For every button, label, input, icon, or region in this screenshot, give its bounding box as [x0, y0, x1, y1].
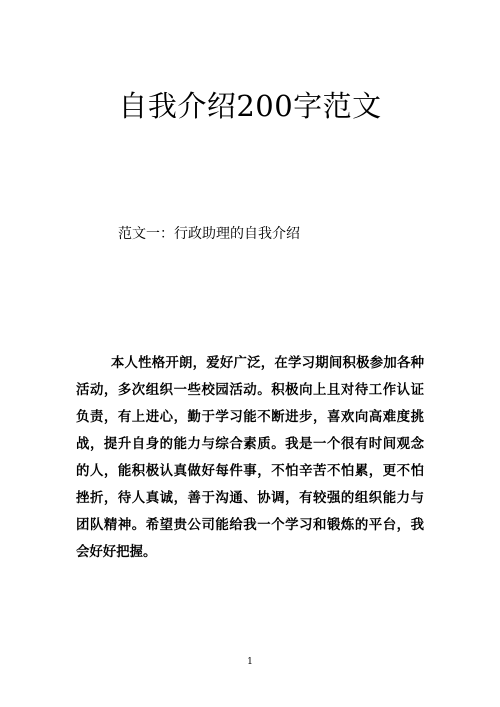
body-paragraph: 本人性格开朗，爱好广泛，在学习期间积极参加各种活动，多次组织一些校园活动。积极向上且对待工作认证负责，有上进心，勤于学习能不断进步，喜欢向高难度挑战，提升自身的能力与综合素质。我是一个很有时间观念的人，能积极认真做好每件事，不怕辛苦不怕累，更不怕挫折，待人真诚，善于沟通、协调，有较强的组织能力与团队精神。希望贵公司能给我一个学习和锻炼的平台，我会好好把握。 [76, 355, 424, 560]
section-subheading: 范文一：行政助理的自我介绍 [118, 226, 300, 242]
document-title: 自我介绍200字范文 [118, 89, 382, 123]
page-number: 1 [247, 657, 253, 667]
